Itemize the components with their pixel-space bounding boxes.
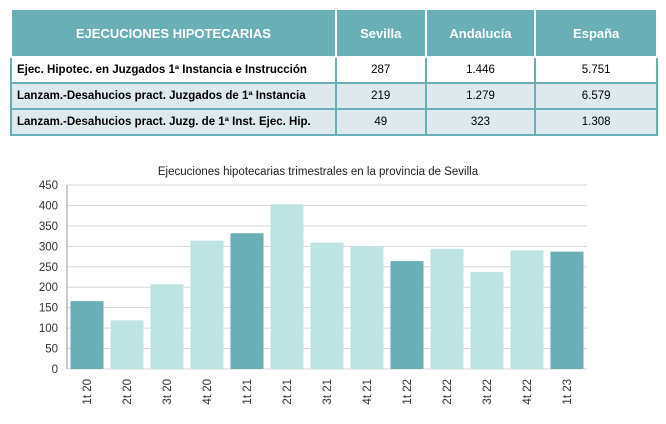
y-tick-label: 0 (51, 364, 58, 376)
cell-sevilla: 219 (336, 83, 426, 109)
y-tick-label: 200 (38, 282, 58, 295)
chart-bars (71, 204, 584, 369)
y-tick-label: 350 (38, 220, 58, 233)
cell-espana: 5.751 (535, 57, 657, 83)
y-tick-label: 300 (38, 241, 58, 254)
bar (271, 204, 304, 369)
cell-sevilla: 49 (336, 109, 426, 135)
x-tick-label: 4t 21 (362, 379, 374, 405)
bar (551, 252, 584, 369)
ejecuciones-table (10, 8, 658, 136)
table-header-sevilla: Sevilla (336, 9, 426, 57)
cell-andalucia: 323 (426, 109, 536, 135)
x-tick-label: 1t 22 (402, 379, 414, 405)
x-tick-label: 2t 22 (442, 379, 454, 405)
bar (151, 284, 184, 369)
x-tick-label: 2t 21 (282, 379, 294, 405)
x-tick-label: 4t 20 (202, 379, 214, 405)
x-tick-label: 3t 20 (162, 379, 174, 405)
table-row (11, 109, 657, 135)
bar (191, 241, 224, 369)
cell-espana: 1.308 (535, 109, 657, 135)
cell-espana: 6.579 (535, 83, 657, 109)
x-tick-label: 1t 23 (562, 379, 574, 405)
y-tick-label: 250 (38, 261, 58, 274)
cell-andalucia: 1.446 (426, 57, 536, 83)
table-header-row (11, 9, 657, 57)
bar-chart (0, 150, 666, 424)
table-header-espana: España (535, 9, 657, 57)
x-tick-label: 1t 21 (242, 379, 254, 405)
cell-sevilla: 287 (336, 57, 426, 83)
y-tick-label: 150 (38, 302, 58, 315)
bar (71, 301, 104, 369)
y-axis-ticks (39, 180, 58, 376)
table-header-title: EJECUCIONES HIPOTECARIAS (11, 9, 336, 57)
bar (311, 243, 344, 369)
table-header-andalucia: Andalucía (426, 9, 536, 57)
y-tick-label: 50 (45, 343, 58, 356)
x-tick-label: 3t 21 (322, 379, 334, 405)
x-tick-label: 2t 20 (122, 379, 134, 405)
y-tick-label: 450 (38, 180, 58, 192)
bar (391, 261, 424, 369)
bar (111, 320, 144, 369)
bar (431, 249, 464, 369)
chart-title: Ejecuciones hipotecarias trimestrales en la provincia de Sevilla (157, 166, 479, 178)
bar (351, 246, 384, 369)
y-tick-label: 100 (38, 323, 58, 336)
row-label: Ejec. Hipotec. en Juzgados 1ª Instancia e Instrucción (11, 57, 336, 83)
row-label: Lanzam.-Desahucios pract. Juzgados de 1ª Instancia (11, 83, 336, 109)
y-tick-label: 400 (38, 200, 58, 213)
table-row (11, 83, 657, 109)
x-tick-label: 3t 22 (482, 379, 494, 405)
x-tick-label: 4t 22 (522, 379, 534, 405)
x-tick-label: 1t 20 (82, 379, 94, 405)
bar (231, 233, 264, 369)
cell-andalucia: 1.279 (426, 83, 536, 109)
x-axis-ticks (82, 379, 574, 405)
row-label: Lanzam.-Desahucios pract. Juzg. de 1ª Inst. Ejec. Hip. (11, 109, 336, 135)
bar (511, 250, 544, 369)
table-row (11, 57, 657, 83)
bar (471, 272, 504, 369)
